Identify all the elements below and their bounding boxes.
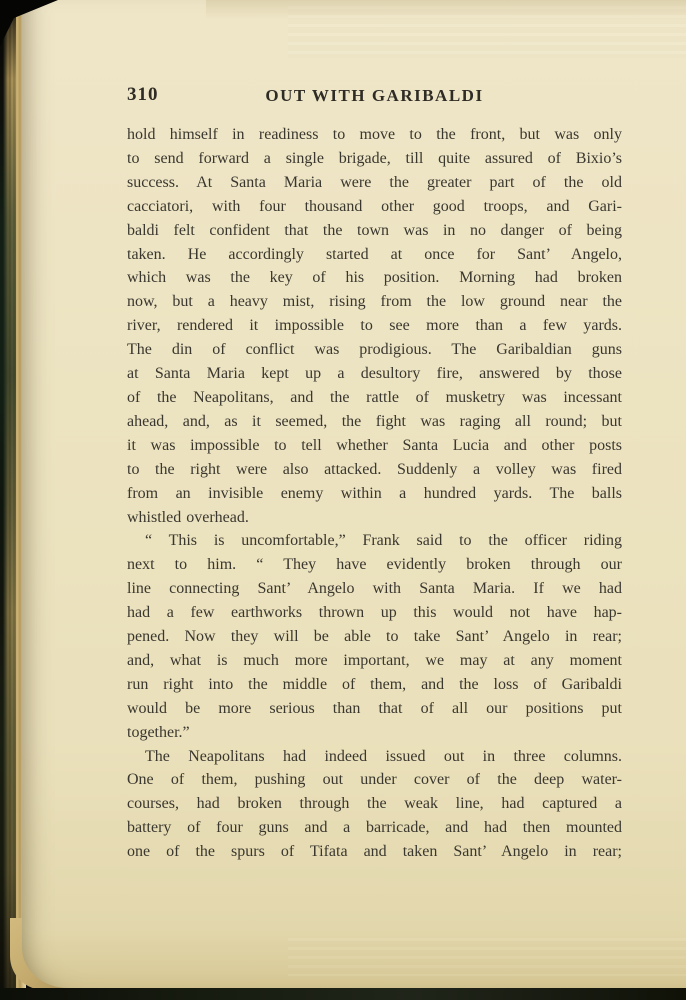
- page-surface: [22, 0, 686, 988]
- text-line: line connecting Sant’ Angelo with Santa Maria. If we had: [127, 580, 622, 598]
- text-line: one of the spurs of Tifata and taken Sant’ Angelo in rear;: [127, 843, 622, 861]
- text-line: run right into the middle of them, and the loss of Garibaldi: [127, 675, 622, 693]
- text-line: The Neapolitans had indeed issued out in three columns.: [145, 747, 622, 765]
- text-line: The din of conflict was prodigious. The Garibaldian guns: [127, 341, 622, 359]
- page-number: 310: [127, 84, 159, 105]
- text-line: success. At Santa Maria were the greater part of the old: [127, 173, 622, 191]
- paragraph: [127, 529, 622, 744]
- text-line: river, rendered it impossible to see more than a few yards.: [127, 317, 622, 335]
- text-line: had a few earthworks thrown up this would not have hap-: [127, 604, 622, 622]
- paragraph: [127, 123, 622, 529]
- text-line: One of them, pushing out under cover of the deep water-: [127, 771, 622, 789]
- text-line: baldi felt confident that the town was in no danger of being: [127, 221, 622, 239]
- text-line: to the right were also attacked. Suddenly a volley was fired: [127, 460, 622, 478]
- text-line: next to him. “ They have evidently broken through our: [127, 556, 622, 574]
- text-line: hold himself in readiness to move to the front, but was only: [127, 126, 622, 143]
- text-line: to send forward a single brigade, till quite assured of Bixio’s: [127, 149, 622, 167]
- running-title: OUT WITH GARIBALDI: [265, 86, 484, 105]
- text-line: of the Neapolitans, and the rattle of musketry was incessant: [127, 388, 622, 406]
- text-line: would be more serious than that of all our positions put: [127, 699, 622, 717]
- page-header: [127, 84, 622, 106]
- text-block: [127, 123, 622, 864]
- text-line: ahead, and, as it seemed, the fight was raging all round; but: [127, 412, 622, 430]
- text-line: together.”: [127, 723, 190, 741]
- scan-bottom-edge: [0, 988, 686, 1000]
- text-line: “ This is uncomfortable,” Frank said to the officer riding: [145, 532, 622, 550]
- text-line: it was impossible to tell whether Santa Lucia and other posts: [127, 436, 622, 454]
- text-line: courses, had broken through the weak line, had captured a: [127, 795, 622, 813]
- text-line: and, what is much more important, we may at any moment: [127, 651, 622, 669]
- spine-shadow: [0, 0, 16, 988]
- text-line: from an invisible enemy within a hundred yards. The balls: [127, 484, 622, 502]
- text-line: at Santa Maria kept up a desultory fire, answered by those: [127, 365, 622, 383]
- text-line: whistled overhead.: [127, 508, 249, 526]
- text-line: battery of four guns and a barricade, and had then mounted: [127, 819, 622, 837]
- text-line: cacciatori, with four thousand other good troops, and Gari-: [127, 197, 622, 215]
- paragraph: [127, 745, 622, 865]
- text-line: taken. He accordingly started at once for Sant’ Angelo,: [127, 245, 622, 263]
- text-line: which was the key of his position. Morning had broken: [127, 269, 622, 287]
- text-line: now, but a heavy mist, rising from the low ground near the: [127, 293, 622, 311]
- text-line: pened. Now they will be able to take Sant’ Angelo in rear;: [127, 628, 622, 646]
